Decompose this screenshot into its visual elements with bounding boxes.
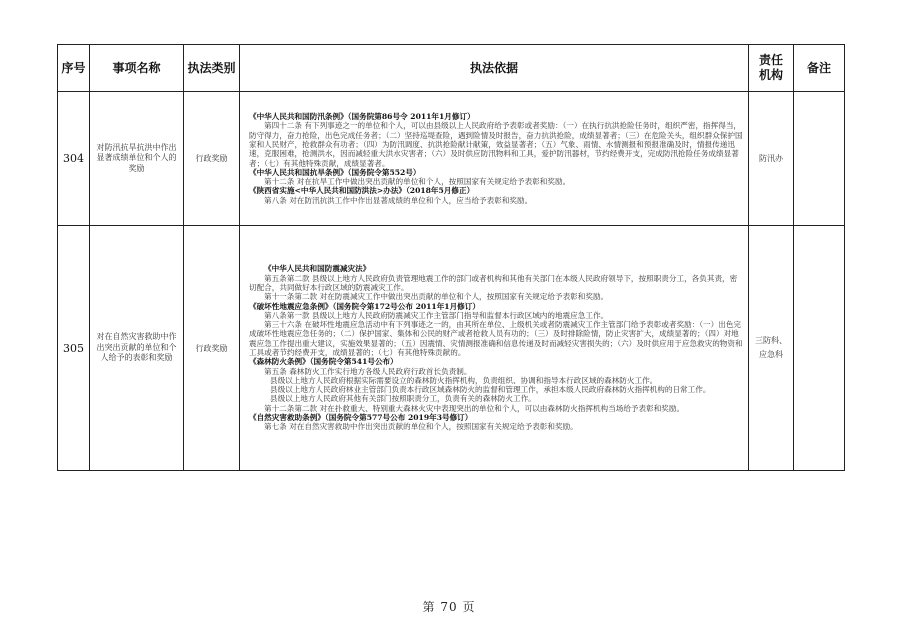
header-category: 执法类别 [184, 45, 240, 92]
law-title: 《中华人民共和国防震减灾法》 [264, 264, 371, 274]
law-title: 《破坏性地震应急条例》（国务院令第172号公布 2011年1月修订） [249, 301, 480, 311]
law-clause: 第三十六条 在破坏性地震应急活动中有下列事迹之一的，由其所在单位、上级机关或者防震减灾工作主管部门给予表彰或者奖励：（一）出色完成破坏性地震应急任务的；（二）保护国家、集体和公民的财产或者抢救人员有功的；（三）及时排除险情，防止灾害扩大，成绩显著的；（四）对地震应急工作提出重大建议，实施效果显著的；（五）因震情、灾情测报准确和信息传递及时而减轻灾害损失的；（六）及时供应用于应急救灾的物资和工具或者节约经费开支，成绩显著的；（七）有其他特殊贡献的。 [249, 320, 743, 357]
legal-basis [240, 92, 749, 226]
law-clause: 县级以上地方人民政府林业主管部门负责本行政区域森林防火的监督和管理工作，承担本级人民政府森林防火指挥机构的日常工作。 [270, 385, 711, 395]
enforcement-table [57, 44, 845, 471]
law-title: 《中华人民共和国防汛条例》（国务院第86号令 2011年1月修订） [249, 112, 475, 122]
law-clause: 第五条第二款 县级以上地方人民政府负责管理地震工作的部门或者机构和其他有关部门在本级人民政府领导下，按照职责分工，各负其责，密切配合，共同做好本行政区域的防震减灾工作。 [249, 273, 738, 292]
law-clause: 第四十二条 有下列事迹之一的单位和个人，可以由县级以上人民政府给予表彰或者奖励：（一）在执行抗洪抢险任务时，组织严密，指挥得当，防守得力，奋力抢险，出色完成任务者；（二）坚持巡堤查险，遇到险情及时报告，奋力抗洪抢险，成绩显著者；（三）在危险关头，组织群众保护国家和人民财产，抢救群众有功者；（四）为防汛调度、抗洪抢险献计献策，效益显著者；（五）气象、雨情、水情测报和预报准确及时，情报传递迅速，克服困难，抢测洪水，因而减轻重大洪水灾害者；（六）及时供应防汛物料和工具，爱护防汛器材，节约经费开支，完成防汛抢险任务成绩显著者；（七）有其他特殊贡献，成绩显著者。 [249, 121, 743, 168]
item-name: 对防汛抗旱抗洪中作出显著成绩单位和个人的奖励 [90, 92, 184, 226]
law-title: 《中华人民共和国抗旱条例》（国务院令第552号） [249, 167, 421, 177]
law-clause: 第五条 森林防火工作实行地方各级人民政府行政首长负责制。 [264, 366, 472, 376]
law-clause: 第十二条第二款 对在扑救重大、特别重大森林火灾中表现突出的单位和个人，可以由森林防火指挥机构当场给予表彰和奖励。 [264, 403, 685, 413]
row-number: 304 [58, 92, 90, 226]
law-clause: 县级以上地方人民政府其他有关部门按照职责分工，负责有关的森林防火工作。 [270, 394, 536, 404]
law-clause: 第八条 对在防汛抗洪工作中作出显著成绩的单位和个人，应当给予表彰和奖励。 [264, 195, 533, 205]
responsible-unit-line2: 应急科 [759, 350, 783, 359]
law-clause: 第七条 对在自然灾害救助中作出突出贡献的单位和个人，按照国家有关规定给予表彰和奖励。 [264, 422, 578, 432]
responsible-unit-line1: 三防科、 [755, 336, 787, 345]
table-row [58, 226, 845, 471]
enforcement-category: 行政奖励 [184, 92, 240, 226]
remark-cell [794, 226, 845, 471]
law-clause: 第八条第一款 县级以上地方人民政府防震减灾工作主管部门指导和监督本行政区域内的地震应急工作。 [264, 310, 609, 320]
page-number: 第 70 页 [422, 600, 476, 614]
law-title: 《自然灾害救助条例》（国务院令第577号公布 2019年3号修订） [249, 413, 473, 423]
legal-basis [240, 226, 749, 471]
remark-cell [794, 92, 845, 226]
header-no: 序号 [58, 45, 90, 92]
header-responsible-line1: 责任 [758, 53, 783, 67]
table-row [58, 92, 845, 226]
header-responsible [749, 45, 794, 92]
responsible-unit: 防汛办 [749, 92, 794, 226]
item-name: 对在自然灾害救助中作出突出贡献的单位和个人给予的表彰和奖励 [90, 226, 184, 471]
enforcement-category: 行政奖励 [184, 226, 240, 471]
law-title: 《陕西省实施<中华人民共和国防洪法>办法》（2018年5月修正） [249, 186, 475, 196]
law-clause: 第十一条第二款 对在防震减灾工作中做出突出贡献的单位和个人，按照国家有关规定给予表彰和奖励。 [264, 292, 609, 302]
law-title: 《森林防火条例》（国务院令第541号公布） [249, 357, 398, 367]
header-responsible-line2: 机构 [758, 68, 783, 82]
header-remark: 备注 [794, 45, 845, 92]
header-name: 事项名称 [90, 45, 184, 92]
row-number: 305 [58, 226, 90, 471]
law-clause: 第十二条 对在抗旱工作中做出突出贡献的单位和个人，按照国家有关规定给予表彰和奖励。 [264, 177, 571, 187]
responsible-unit [749, 226, 794, 471]
header-row [58, 45, 845, 92]
header-basis: 执法依据 [240, 45, 749, 92]
law-clause: 县级以上地方人民政府根据实际需要设立的森林防火指挥机构，负责组织、协调和指导本行政区域的森林防火工作。 [270, 375, 658, 385]
